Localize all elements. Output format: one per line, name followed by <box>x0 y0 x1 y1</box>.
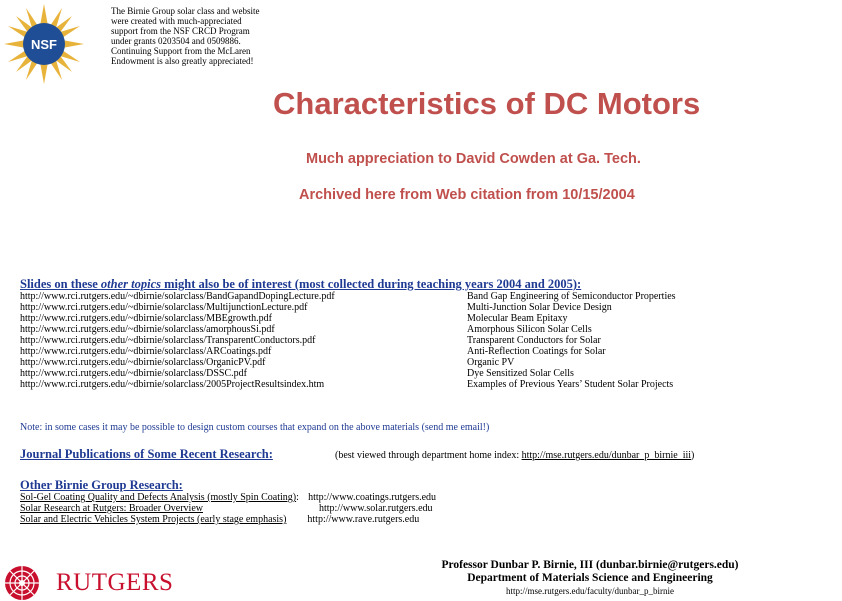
research-url[interactable]: http://www.rave.rutgers.edu <box>307 514 420 525</box>
other-research-heading: Other Birnie Group Research: <box>20 478 183 492</box>
list-item <box>20 335 676 346</box>
research-link[interactable]: Solar and Electric Vehicles System Projects (early stage emphasis) <box>20 514 287 525</box>
nsf-logo-text: NSF <box>31 37 57 52</box>
slide-link[interactable]: http://www.rci.rutgers.edu/~dbirnie/solarclass/MBEgrowth.pdf <box>20 313 272 324</box>
contact-block <box>380 559 800 598</box>
rutgers-wordmark: RUTGERS <box>56 569 174 596</box>
support-note: The Birnie Group solar class and website were created with much-appreciated support from the NSF CRCD Program under grants 0203504 and 0509886. Continuing Support from the McLaren Endowment is also greatly appreciated! <box>111 6 260 66</box>
list-item <box>20 291 676 302</box>
slide-link[interactable]: http://www.rci.rutgers.edu/~dbirnie/solarclass/TransparentConductors.pdf <box>20 335 316 346</box>
slide-title: Organic PV <box>467 357 515 368</box>
slide-link[interactable]: http://www.rci.rutgers.edu/~dbirnie/solarclass/amorphousSi.pdf <box>20 324 275 335</box>
list-item <box>20 514 436 525</box>
list-item <box>20 302 676 313</box>
separator: : <box>296 492 299 503</box>
list-item <box>20 313 676 324</box>
research-url[interactable]: http://www.coatings.rutgers.edu <box>308 492 437 503</box>
slides-heading <box>20 277 581 292</box>
journal-note-post: ) <box>691 450 695 461</box>
journal-heading[interactable]: Journal Publications of Some Recent Research: <box>20 447 273 461</box>
journal-note-pre: (best viewed through department home index: <box>335 450 522 461</box>
slides-heading-pre: Slides on these <box>20 277 101 291</box>
slide-title: Examples of Previous Years’ Student Solar Projects <box>467 379 674 390</box>
slide-link[interactable]: http://www.rci.rutgers.edu/~dbirnie/solarclass/DSSC.pdf <box>20 368 247 379</box>
department-name: Department of Materials Science and Engineering <box>467 572 713 584</box>
subtitle-archive: Archived here from Web citation from 10/15/2004 <box>299 187 635 203</box>
subtitle-acknowledgement: Much appreciation to David Cowden at Ga. Tech. <box>306 151 641 167</box>
department-home-link[interactable]: http://mse.rutgers.edu/dunbar_p_birnie_iii <box>521 450 692 461</box>
slides-heading-italic: other topics <box>100 277 161 291</box>
professor-name: Professor Dunbar P. Birnie, III (dunbar.birnie@rutgers.edu) <box>441 559 739 571</box>
research-link[interactable]: Solar Research at Rutgers: Broader Overview <box>20 503 203 514</box>
slides-note: Note: in some cases it may be possible to design custom courses that expand on the above materials (send me email!) <box>20 422 490 433</box>
list-item <box>20 346 676 357</box>
slide-title: Multi-Junction Solar Device Design <box>467 302 612 313</box>
slides-heading-post: might also be of interest (most collected during teaching years 2004 and 2005): <box>161 277 582 291</box>
other-research-list <box>20 492 436 525</box>
slide-link[interactable]: http://www.rci.rutgers.edu/~dbirnie/solarclass/BandGapandDopingLecture.pdf <box>20 291 335 302</box>
slide-title: Transparent Conductors for Solar <box>467 335 601 346</box>
separator <box>286 514 307 525</box>
list-item <box>20 357 676 368</box>
slide-link[interactable]: http://www.rci.rutgers.edu/~dbirnie/solarclass/MultijunctionLecture.pdf <box>20 302 308 313</box>
list-item <box>20 503 436 514</box>
faculty-url[interactable]: http://mse.rutgers.edu/faculty/dunbar_p_birnie <box>506 586 674 596</box>
slide-title: Band Gap Engineering of Semiconductor Properties <box>467 291 676 302</box>
journal-note <box>335 450 694 461</box>
slide-link[interactable]: http://www.rci.rutgers.edu/~dbirnie/solarclass/2005ProjectResultsindex.htm <box>20 379 325 390</box>
slide-title: Anti-Reflection Coatings for Solar <box>467 346 606 357</box>
nsf-logo <box>4 4 84 84</box>
slide-title: Amorphous Silicon Solar Cells <box>467 324 592 335</box>
slide-link[interactable]: http://www.rci.rutgers.edu/~dbirnie/solarclass/OrganicPV.pdf <box>20 357 266 368</box>
slides-list <box>20 291 676 390</box>
page-title: Characteristics of DC Motors <box>273 86 701 121</box>
research-url[interactable]: http://www.solar.rutgers.edu <box>319 503 433 514</box>
slide-link[interactable]: http://www.rci.rutgers.edu/~dbirnie/solarclass/ARCoatings.pdf <box>20 346 272 357</box>
list-item <box>20 492 436 503</box>
rutgers-logo-icon <box>4 565 40 601</box>
separator <box>203 503 319 514</box>
list-item <box>20 368 676 379</box>
research-link[interactable]: Sol-Gel Coating Quality and Defects Analysis (mostly Spin Coating) <box>20 492 297 503</box>
slide-title: Dye Sensitized Solar Cells <box>467 368 574 379</box>
list-item <box>20 379 676 390</box>
list-item <box>20 324 676 335</box>
slide-title: Molecular Beam Epitaxy <box>467 313 568 324</box>
